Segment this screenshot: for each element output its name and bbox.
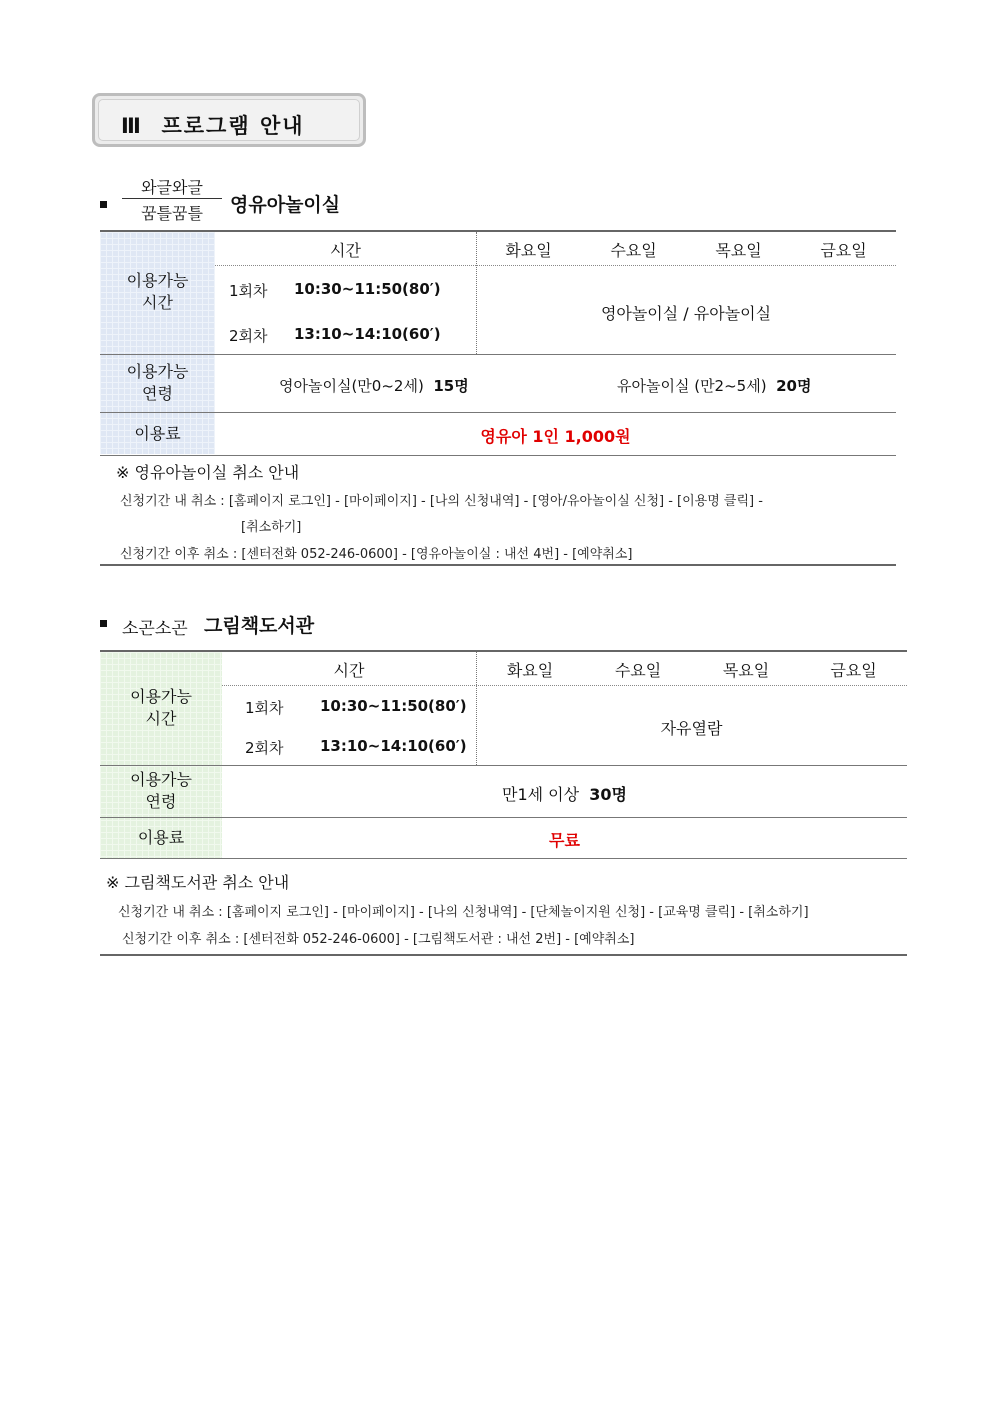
table1-time-label <box>100 270 215 314</box>
table2-age-label <box>100 769 222 813</box>
table1-session2-time: 13:10~14:10(60′) <box>294 325 441 343</box>
table1-age-right-text: 유아놀이실 (만2~5세) <box>617 377 767 395</box>
section2-notes-line2: 신청기간 이후 취소 : [센터전화 052-246-0600] - [그림책도서관 : 내선 2번] - [예약취소] <box>122 932 635 947</box>
table1-session1-time: 10:30~11:50(80′) <box>294 280 441 298</box>
table1-time-label-line2: 시간 <box>142 293 173 312</box>
heading-title: 프로그램 안내 <box>161 114 305 138</box>
table1-age-left-text: 영아놀이실(만0~2세) <box>279 377 424 395</box>
table1-top-border <box>100 230 896 232</box>
table2-top-border <box>100 650 907 652</box>
table2-bottom-border <box>100 858 907 859</box>
table1-day-thu: 목요일 <box>715 241 762 260</box>
table2-time-label-line1: 이용가능 <box>130 687 192 706</box>
table2-age-label-line1: 이용가능 <box>130 770 192 789</box>
table2-header-divider <box>222 685 907 686</box>
bullet-icon <box>100 620 107 627</box>
table2-row-divider-1 <box>100 765 907 766</box>
table2-age-text: 만1세 이상 <box>502 785 580 804</box>
table2-fee-value: 무료 <box>549 831 580 850</box>
table2-session1-time: 10:30~11:50(80′) <box>320 697 467 715</box>
table1-day-wed: 수요일 <box>610 241 657 260</box>
section-heading-inner <box>98 99 360 141</box>
table2-day-thu: 목요일 <box>722 661 770 680</box>
table1-age-left <box>279 375 469 396</box>
table2-time-header: 시간 <box>333 661 365 680</box>
section-heading-text <box>121 110 305 140</box>
table2-fee-label: 이용료 <box>137 828 185 847</box>
table2-time-label-line2: 시간 <box>145 709 177 728</box>
section1-end-border <box>100 564 896 566</box>
table2-time-label <box>100 686 222 730</box>
section2-prefix: 소곤소곤 <box>122 619 188 639</box>
table1-age-label-line2: 연령 <box>142 384 173 403</box>
section1-notes-line1: 신청기간 내 취소 : [홈페이지 로그인] - [마이페이지] - [나의 신청내역] - [영아/유아놀이실 신청] - [이용명 클릭] - <box>120 494 763 509</box>
section2-notes-title: ※ 그림책도서관 취소 안내 <box>106 873 290 892</box>
table1-age-left-count: 15명 <box>433 377 469 395</box>
table2-session2-time: 13:10~14:10(60′) <box>320 737 467 755</box>
table1-row-divider-2 <box>100 412 896 413</box>
table1-fee-label: 이용료 <box>134 424 181 443</box>
section2-notes-line1: 신청기간 내 취소 : [홈페이지 로그인] - [마이페이지] - [나의 신청내역] - [단체놀이지원 신청] - [교육명 클릭] - [취소하기] <box>118 905 809 920</box>
table1-fee-value: 영유아 1인 1,000원 <box>480 427 631 446</box>
table2-day-wed: 수요일 <box>614 661 662 680</box>
table1-bottom-border <box>100 455 896 456</box>
table2-age-count: 30명 <box>589 785 627 804</box>
table1-session1-round: 1회차 <box>229 282 268 300</box>
table1-day-value: 영아놀이실 / 유아놀이실 <box>600 304 772 323</box>
table1-age-right <box>617 375 811 396</box>
table2-age-label-line2: 연령 <box>145 792 177 811</box>
section1-prefix-bottom: 꿈틀꿈틀 <box>141 204 203 223</box>
table1-age-right-count: 20명 <box>776 377 812 395</box>
table2-day-tue: 화요일 <box>506 661 554 680</box>
table1-day-tue: 화요일 <box>505 241 552 260</box>
section1-notes-line1b: [취소하기] <box>241 520 302 535</box>
section2-title: 그림책도서관 <box>204 615 315 637</box>
table1-row-divider-1 <box>100 354 896 355</box>
table2-day-value: 자유열람 <box>660 719 723 738</box>
section1-prefix-divider <box>122 198 222 199</box>
table2-session1-round: 1회차 <box>245 699 284 717</box>
section2-end-border <box>100 954 907 956</box>
table1-label-column <box>100 232 215 454</box>
table1-time-label-line1: 이용가능 <box>126 271 189 290</box>
table1-age-label-line1: 이용가능 <box>126 362 189 381</box>
table1-time-header: 시간 <box>330 241 361 260</box>
bullet-icon <box>100 201 107 208</box>
table2-age-value <box>222 782 907 805</box>
table1-day-fri: 금요일 <box>820 241 867 260</box>
table1-age-label <box>100 361 215 405</box>
section1-prefix-top: 와글와글 <box>141 178 203 197</box>
table2-row-divider-2 <box>100 817 907 818</box>
table1-session2-round: 2회차 <box>229 327 268 345</box>
section1-title: 영유아놀이실 <box>230 194 341 216</box>
section1-notes-line2: 신청기간 이후 취소 : [센터전화 052-246-0600] - [영유아놀이실 : 내선 4번] - [예약취소] <box>120 547 633 562</box>
section1-notes-title: ※ 영유아놀이실 취소 안내 <box>116 463 300 482</box>
table1-header-divider <box>215 265 896 266</box>
table2-session2-round: 2회차 <box>245 739 284 757</box>
heading-numeral: Ⅲ <box>121 114 143 138</box>
table2-day-fri: 금요일 <box>830 661 877 680</box>
section-heading <box>92 93 366 147</box>
